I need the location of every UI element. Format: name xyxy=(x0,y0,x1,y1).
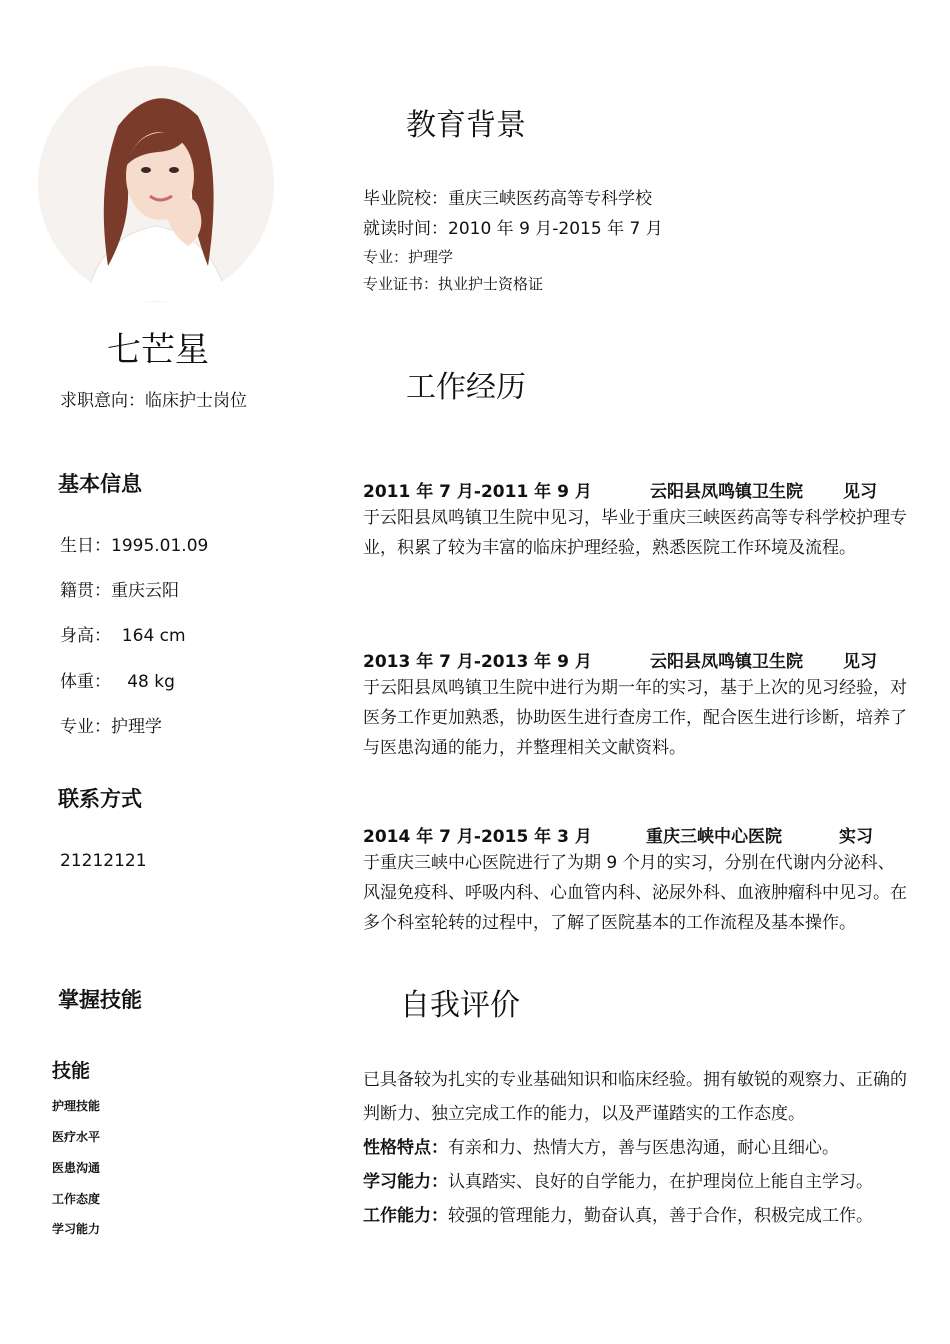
job-org: 云阳县凤鸣镇卫生院 xyxy=(650,652,803,672)
personality-line xyxy=(363,1131,908,1165)
school-text: 毕业院校：重庆三峡医药高等专科学校 xyxy=(363,189,652,209)
skills-heading: 掌握技能 xyxy=(58,988,142,1012)
contact-heading: 联系方式 xyxy=(58,787,142,811)
work-heading: 工作经历 xyxy=(406,370,526,405)
birthday-text: 生日：1995.01.09 xyxy=(60,536,209,556)
candidate-name: 七芒星 xyxy=(107,330,209,370)
self-eval-heading: 自我评价 xyxy=(400,988,520,1023)
job-role: 见习 xyxy=(843,482,877,502)
job-header xyxy=(363,477,923,501)
hometown-text: 籍贯：重庆云阳 xyxy=(60,581,179,601)
learning-line xyxy=(363,1165,908,1199)
job-description: 于云阳县凤鸣镇卫生院中见习，毕业于重庆三峡医药高等专科学校护理专业，积累了较为丰富的临床护理经验，熟悉医院工作环境及流程。 xyxy=(363,508,907,558)
skill-item: 医疗水平 xyxy=(52,1130,101,1144)
profile-photo xyxy=(38,66,274,302)
height-text: 身高： 164 cm xyxy=(60,626,186,646)
skill-item: 医患沟通 xyxy=(52,1161,101,1175)
certificate-text: 专业证书：执业护士资格证 xyxy=(363,275,544,293)
self-eval-intro: 已具备较为扎实的专业基础知识和临床经验。拥有敏锐的观察力、正确的判断力、独立完成工作的能力，以及严谨踏实的工作态度。 xyxy=(363,1070,907,1124)
education-heading: 教育背景 xyxy=(406,108,526,143)
phone-text: 21212121 xyxy=(60,851,147,871)
study-period-text: 就读时间：2010 年 9 月-2015 年 7 月 xyxy=(363,219,663,239)
weight-text: 体重： 48 kg xyxy=(60,672,175,692)
portrait-illustration xyxy=(38,66,274,302)
education-major-text: 专业：护理学 xyxy=(363,248,454,266)
job-header xyxy=(363,647,923,671)
personality-label: 性格特点： xyxy=(363,1138,448,1158)
learning-label: 学习能力： xyxy=(363,1172,448,1192)
job-intent: 求职意向：临床护士岗位 xyxy=(60,391,247,411)
job-role: 见习 xyxy=(843,652,877,672)
major-text: 专业：护理学 xyxy=(60,717,162,737)
self-eval-text xyxy=(363,1063,908,1233)
job-org: 重庆三峡中心医院 xyxy=(646,827,782,847)
job-header xyxy=(363,822,923,846)
skill-item: 护理技能 xyxy=(52,1099,101,1113)
skill-item: 工作态度 xyxy=(52,1192,101,1206)
job-description: 于云阳县凤鸣镇卫生院中进行为期一年的实习，基于上次的见习经验，对医务工作更加熟悉，协助医生进行查房工作，配合医生进行诊断，培养了与医患沟通的能力，并整理相关文献资料。 xyxy=(363,678,907,758)
job-date: 2011 年 7 月-2011 年 9 月 xyxy=(363,482,592,502)
skill-item: 学习能力 xyxy=(52,1222,101,1236)
skills-subtitle: 技能 xyxy=(52,1060,91,1082)
job-description: 于重庆三峡中心医院进行了为期 9 个月的实习，分别在代谢内分泌科、风湿免疫科、呼吸内科、心血管内科、泌尿外科、血液肿瘤科中见习。在多个科室轮转的过程中，了解了医院基本的工作流程及基本操作。 xyxy=(363,853,907,933)
job-org: 云阳县凤鸣镇卫生院 xyxy=(650,482,803,502)
working-text: 较强的管理能力，勤奋认真，善于合作，积极完成工作。 xyxy=(448,1206,873,1226)
working-label: 工作能力： xyxy=(363,1206,448,1226)
working-line xyxy=(363,1199,908,1233)
personality-text: 有亲和力、热情大方，善与医患沟通，耐心且细心。 xyxy=(448,1138,839,1158)
job-date: 2013 年 7 月-2013 年 9 月 xyxy=(363,652,592,672)
job-date: 2014 年 7 月-2015 年 3 月 xyxy=(363,827,592,847)
basic-info-heading: 基本信息 xyxy=(58,472,142,496)
job-role: 实习 xyxy=(839,827,873,847)
learning-text: 认真踏实、良好的自学能力，在护理岗位上能自主学习。 xyxy=(448,1172,873,1192)
